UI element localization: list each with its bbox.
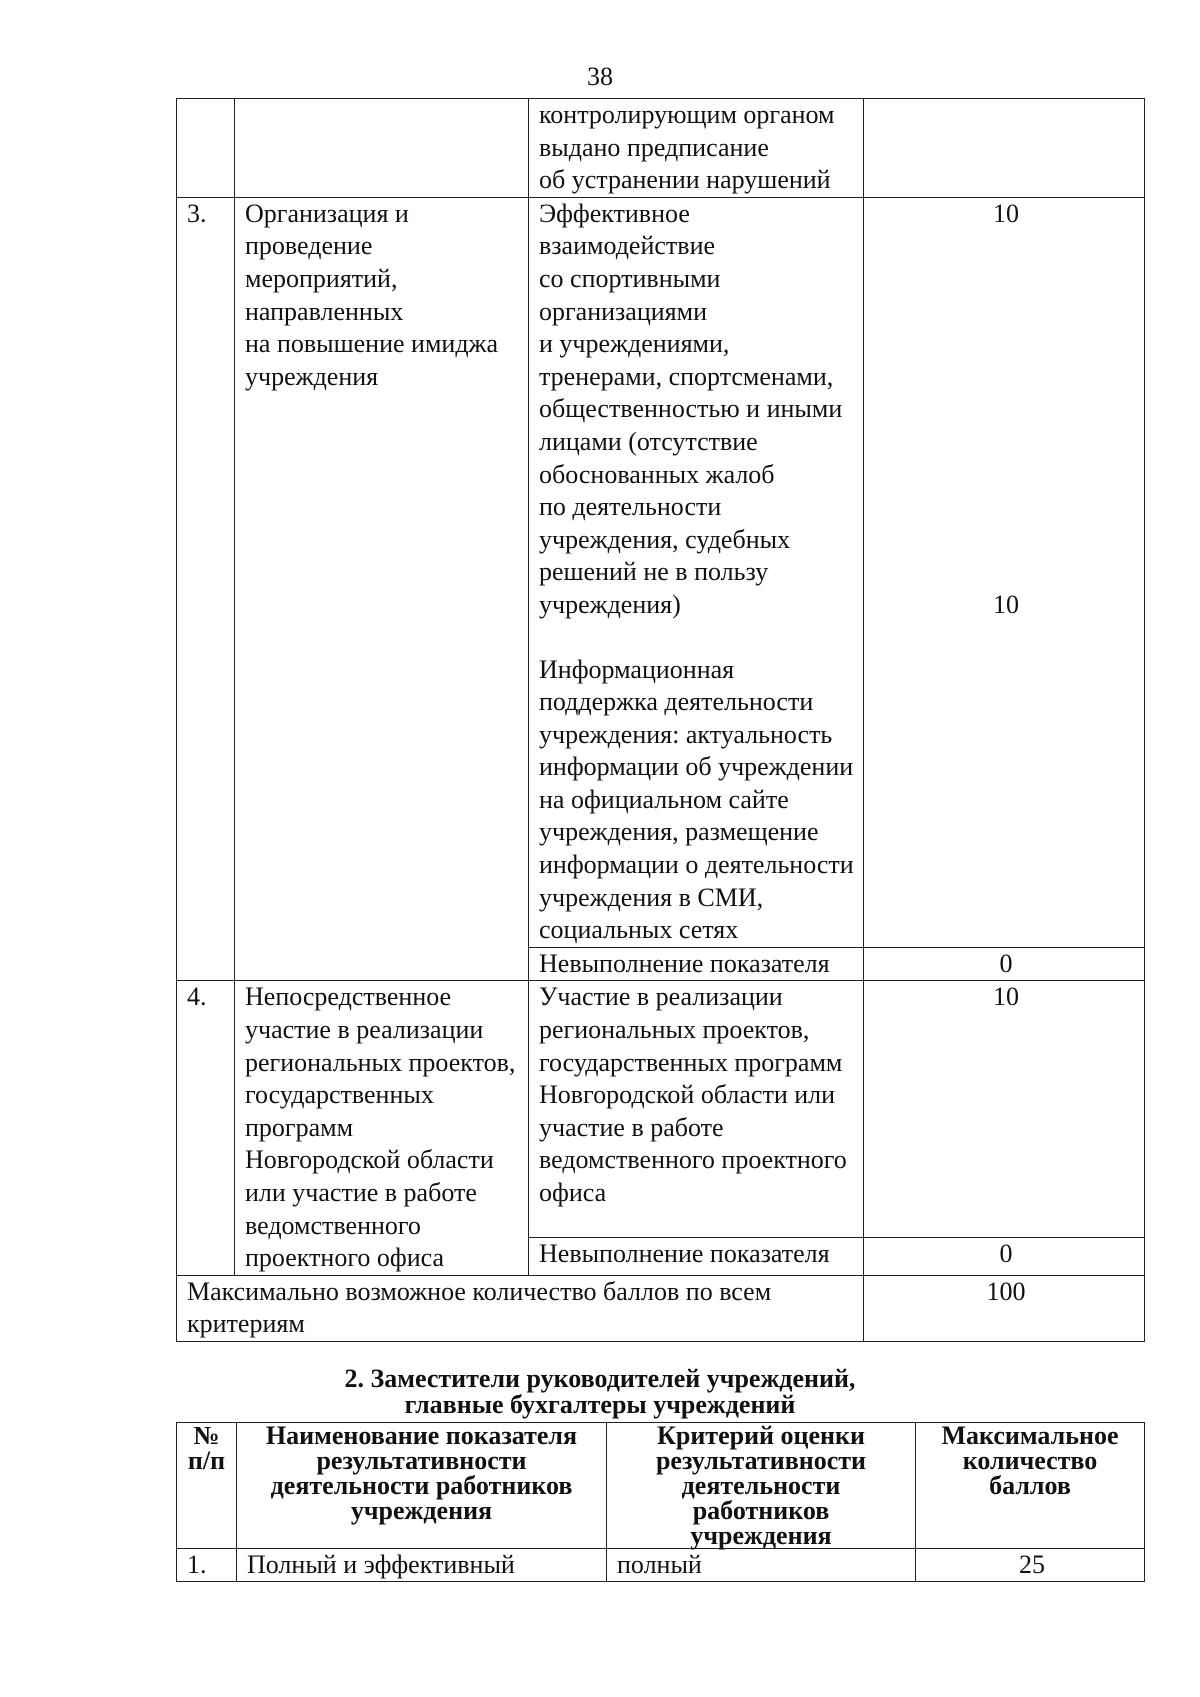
table-row-total — [177, 1275, 1145, 1341]
score-cell: 25 — [916, 1549, 1145, 1582]
criteria-table-heads — [176, 98, 1145, 1342]
score-cell — [864, 197, 1145, 947]
table-row-1 — [177, 1549, 1145, 1582]
table-row-4 — [177, 981, 1145, 1238]
indicator-cell: Организация и проведение мероприятий, направленных на повышение имиджа учреждения — [235, 197, 529, 981]
score-cell: 0 — [864, 947, 1145, 981]
indicator-cell: Полный и эффективный — [237, 1549, 607, 1582]
criterion-text: Эффективное взаимодействие со спортивными организациями и учреждениями, тренерами, спортсменами, общественностью и иными лицами (отсутствие обоснованных жалоб по деятельности учреждения, судебных решений не в пользу учреждения) — [539, 198, 843, 619]
criterion-text: Информационная поддержка деятельности учреждения: актуальность информации об учреждении на официальном сайте учреждения, размещение информации о деятельности учреждения в СМИ, социальных сетях — [539, 654, 854, 945]
criterion-cell: Невыполнение показателя — [529, 947, 864, 981]
table-header-row — [177, 1423, 1145, 1549]
criterion-cell — [529, 197, 864, 947]
page-number: 38 — [587, 62, 613, 91]
header-indicator: Наименование показателя результативности деятельности работников учреждения — [237, 1423, 607, 1549]
header-criterion: Критерий оценки результативности деятельности работников учреждения — [607, 1423, 916, 1549]
criterion-cell: Участие в реализации региональных проектов, государственных программ Новгородской области или участие в работе ведомственного проектного офиса — [529, 981, 864, 1238]
header-max-score: Максимальное количество баллов — [916, 1423, 1145, 1549]
score-value: 10 — [993, 590, 1019, 620]
row-number: 3. — [177, 197, 235, 981]
criterion-cell: контролирующим органом выдано предписание об устранении нарушений — [529, 99, 864, 198]
total-label: Максимально возможное количество баллов по всем критериям — [177, 1275, 864, 1341]
score-cell: 10 — [864, 981, 1145, 1238]
criterion-cell: полный — [607, 1549, 916, 1582]
section-title: 2. Заместители руководителей учреждений, главные бухгалтеры учреждений — [344, 1364, 856, 1419]
indicator-cell: Непосредственное участие в реализации региональных проектов, государственных программ Новгородской области или участие в работе ведомственного проектного офиса — [235, 981, 529, 1275]
row-number: 1. — [177, 1549, 237, 1582]
criteria-table-deputies — [176, 1422, 1145, 1582]
score-cell: 0 — [864, 1238, 1145, 1276]
total-score: 100 — [864, 1275, 1145, 1341]
table-row-continuation — [177, 99, 1145, 198]
criterion-cell: Невыполнение показателя — [529, 1238, 864, 1276]
table-row-3 — [177, 197, 1145, 947]
score-value: 10 — [993, 198, 1019, 228]
header-num: № п/п — [177, 1423, 237, 1549]
row-number: 4. — [177, 981, 235, 1275]
